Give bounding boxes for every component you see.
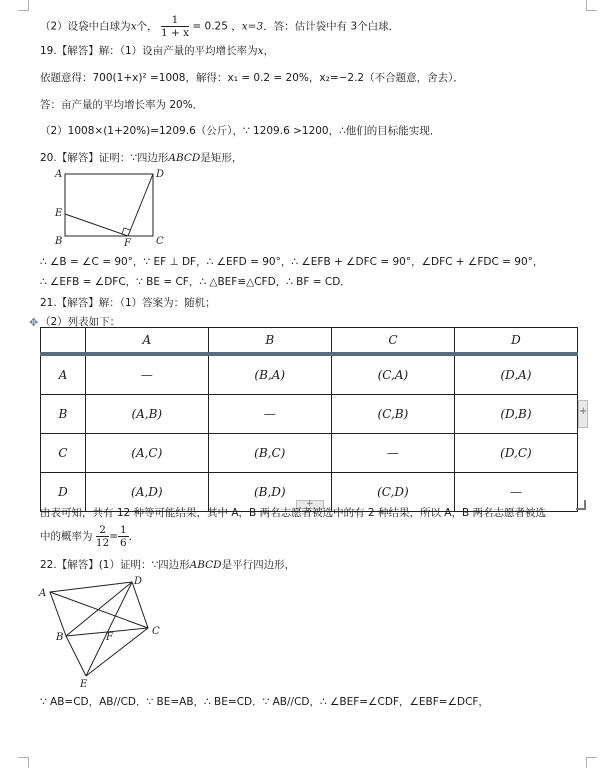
parallelogram-figure — [36, 572, 176, 690]
table-cell: D — [41, 473, 86, 512]
table-cell: — — [454, 473, 577, 512]
point-label-b: B — [56, 632, 64, 643]
q22-proof-line1: ∵ AB=CD，AB//CD．∵ BE=AB，∴ BE=CD．∵ AB//CD，∴ ∠BEF=∠CDF，∠EBF=∠DCF， — [40, 696, 489, 708]
point-label-b: B — [55, 236, 63, 247]
q19-title: 19.【解答】解：（1）设亩产量的平均增长率为x， — [40, 45, 275, 57]
q21-list-intro: （2）列表如下： — [40, 316, 121, 328]
page-corner-mark — [586, 757, 597, 768]
page-corner-mark — [18, 0, 29, 11]
table-cell: A — [41, 354, 86, 395]
table-cell: (D,A) — [454, 354, 577, 395]
q19-answer: 答：亩产量的平均增长率为 20%． — [40, 99, 204, 111]
fraction: $\frac{1}{6}$ — [120, 524, 127, 549]
point-label-e: E — [80, 679, 88, 690]
table-cell: (B,A) — [208, 354, 331, 395]
q21-conclusion-line2: 中的概率为 $\frac{2}{12}$ = $\frac{1}{6}$ ． — [40, 524, 140, 549]
point-label-c: C — [156, 236, 164, 247]
segment-bd — [66, 582, 132, 636]
table-cell: (A,D) — [85, 473, 208, 512]
plus-icon: + — [579, 406, 588, 417]
plus-icon: + — [306, 499, 314, 509]
point-label-d: D — [156, 169, 165, 180]
table-cell: (A,C) — [85, 434, 208, 473]
point-label-e: E — [55, 208, 63, 219]
point-label-f: F — [106, 632, 113, 643]
point-label-a: A — [39, 588, 47, 599]
fraction: $\frac{2}{12}$ — [95, 524, 110, 549]
table-cell: (C,A) — [331, 354, 454, 395]
segment-ed — [86, 582, 132, 676]
table-cell: (B,D) — [208, 473, 331, 512]
table-cell: (A,B) — [85, 395, 208, 434]
outcome-table — [40, 327, 578, 512]
table-move-handle[interactable]: ✥ — [29, 316, 39, 329]
segment-be — [66, 636, 86, 676]
point-label-a: A — [55, 169, 63, 180]
q19-part2: （2）1008×(1+20%)=1209.6（公斤），∵ 1209.6 >1200，∴他们的目标能实现． — [40, 125, 441, 137]
q20-title: 20.【解答】证明：∵四边形ABCD是矩形， — [40, 152, 243, 164]
table-header-cell: D — [454, 328, 577, 355]
table-cell: (B,C) — [208, 434, 331, 473]
rectangle-figure — [50, 164, 170, 248]
table-cell: (C,B) — [331, 395, 454, 434]
add-column-button[interactable] — [578, 400, 588, 428]
q20-proof-line1: ∴ ∠B = ∠C = 90°，∵ EF ⊥ DF，∴ ∠EFD = 90°，∴ ∠EFB + ∠DFC = 90°，∠DFC + ∠FDC = 90°， — [40, 256, 544, 268]
point-label-c: C — [152, 626, 160, 637]
page-corner-mark — [18, 757, 29, 768]
table-resize-handle[interactable] — [576, 500, 586, 510]
table-cell: (D,B) — [454, 395, 577, 434]
table-header-cell: A — [85, 328, 208, 355]
table-cell: B — [41, 395, 86, 434]
table-header-cell — [41, 328, 86, 355]
table-cell: C — [41, 434, 86, 473]
segment-ec — [86, 628, 148, 676]
table-header-cell: C — [331, 328, 454, 355]
table-cell: (C,D) — [331, 473, 454, 512]
segment-ef — [65, 214, 128, 236]
table-header-cell: B — [208, 328, 331, 355]
table-cell: — — [208, 395, 331, 434]
segment-df — [128, 174, 153, 236]
q19-equation: 依题意得：700(1+x)² =1008，解得：x₁ = 0.2 = 20%，x₂=−2.2（不合题意，舍去）． — [40, 72, 464, 84]
q22-title: 22.【解答】(1）证明：∵四边形ABCD是平行四边形， — [40, 559, 296, 571]
table-cell: — — [85, 354, 208, 395]
q21-conclusion-line1: 由表可知，共有 12 种等可能结果，其中 A，B 两名志愿者被选中的有 2 种结果，所以 A，B 两名志愿者被选 — [40, 507, 547, 519]
point-label-d: D — [134, 576, 143, 587]
q20-proof-line2: ∴ ∠EFB = ∠DFC，∵ BE = CF，∴ △BEF≌△CFD，∴ BF = CD． — [40, 276, 351, 288]
page-corner-mark — [586, 0, 597, 11]
table-cell: — — [331, 434, 454, 473]
table-row — [41, 354, 578, 395]
table-cell: (D,C) — [454, 434, 577, 473]
table-row — [41, 395, 578, 434]
q18-part2-line: （2）设袋中白球为x个， $\frac{1}{1 + x}$ = 0.25 ，x=3．答：估计袋中有 3个白球． — [40, 14, 400, 39]
fraction: $\frac{1}{1 + x}$ — [160, 14, 190, 39]
point-label-f: F — [124, 238, 131, 248]
q21-title: 21.【解答】解：（1）答案为：随机； — [40, 297, 216, 309]
segment-ac — [50, 592, 148, 628]
rectangle-abcd — [65, 174, 153, 236]
table-header-row — [41, 328, 578, 355]
table-row — [41, 434, 578, 473]
